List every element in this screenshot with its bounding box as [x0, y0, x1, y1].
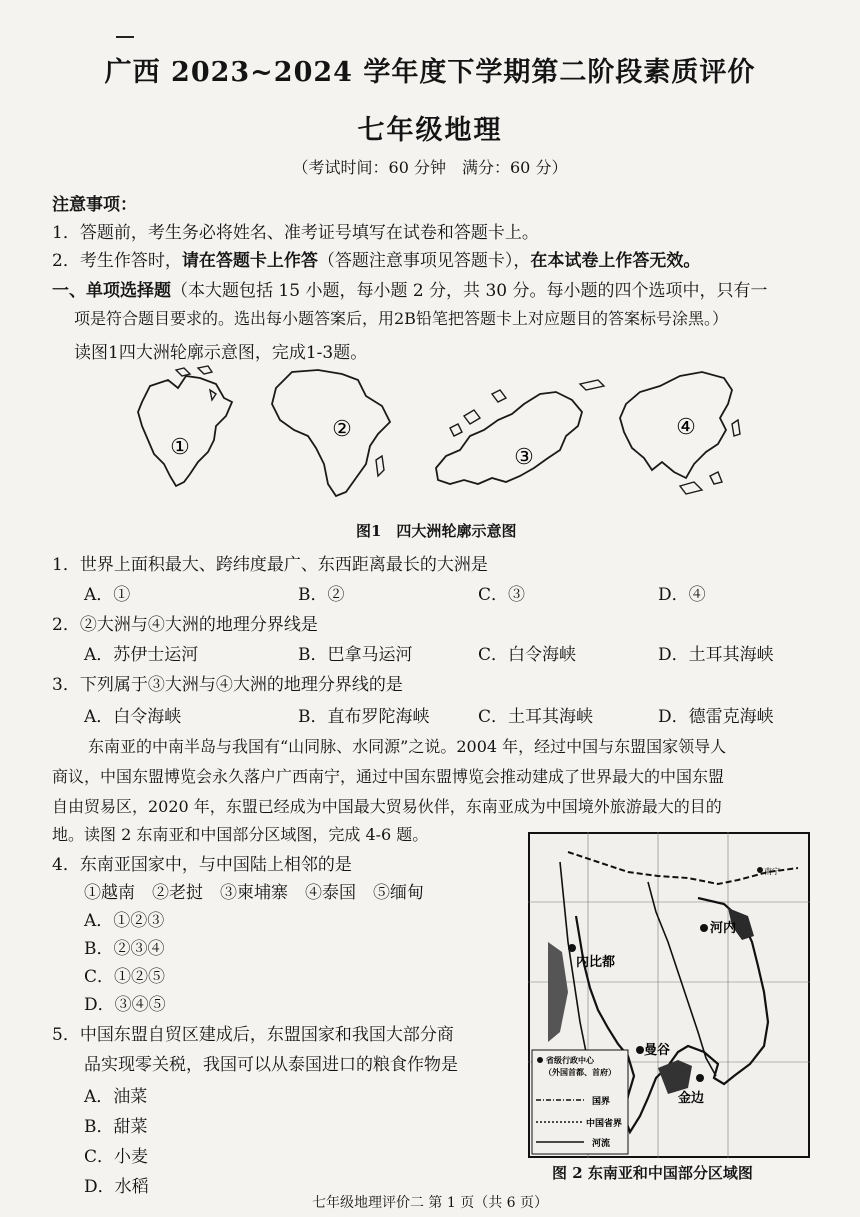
hanoi-label: 河内 — [710, 921, 737, 936]
figure1-caption: 图1 四大洲轮廓示意图 — [356, 522, 517, 540]
bangkok-dot — [636, 1046, 644, 1054]
section1-intro: 读图1四大洲轮廓示意图，完成1-3题。 — [74, 343, 368, 363]
notice-item-2 — [52, 246, 700, 271]
scan-mark — [116, 36, 134, 38]
passage-line-4: 地。读图 2 东南亚和中国部分区域图，完成 4-6 题。 — [52, 825, 429, 844]
nanning-label: 南宁 — [764, 867, 780, 876]
figure2-southeast-asia-map — [528, 832, 810, 1158]
section1-line1 — [52, 276, 768, 301]
section1-desc-2: 项是符合题目要求的。选出每小题答案后，用2B铅笔把答题卡上对应题目的答案标号涂黑。） — [74, 309, 728, 328]
notice-item-1: 1．答题前，考生务必将姓名、准考证号填写在试卷和答题卡上。 — [52, 223, 539, 243]
nanning-dot — [757, 867, 763, 873]
section1-desc-1: （本大题包括 15 小题，每小题 2 分，共 30 分。每小题的四个选项中，只有一 — [171, 281, 768, 301]
continent-2-outline — [272, 370, 390, 496]
page-footer: 七年级地理评价二 第 1 页（共 6 页） — [311, 1195, 549, 1211]
q3-option-a: A．白令海峡 — [84, 707, 182, 727]
section1-heading: 一、单项选择题 — [52, 281, 171, 301]
notice-item-2-c: （答题注意事项见答题卡）， — [317, 251, 531, 271]
q5-option-c: C．小麦 — [84, 1147, 149, 1167]
continent-2-label: ② — [332, 417, 352, 442]
legend-boundary-label: 国界 — [592, 1097, 611, 1107]
q1-option-c: C．③ — [478, 585, 526, 605]
notice-item-2-a: 2．考生作答时， — [52, 251, 182, 271]
bangkok-label: 曼谷 — [644, 1043, 671, 1058]
q4-option-d: D．③④⑤ — [84, 995, 166, 1015]
passage-line-1: 东南亚的中南半岛与我国有“山同脉、水同源”之说。2004 年，经过中国与东盟国家领导人 — [88, 737, 727, 756]
q3-option-d: D．德雷克海峡 — [658, 707, 774, 727]
legend-title-line2: （外国首都、首府） — [544, 1067, 616, 1077]
q5-stem-2: 品实现零关税，我国可以从泰国进口的粮食作物是 — [84, 1055, 458, 1075]
q1-stem: 1．世界上面积最大、跨纬度最广、东西距离最长的大洲是 — [52, 555, 488, 575]
continent-3-outline — [436, 392, 582, 484]
notice-item-2-d: 在本试卷上作答无效。 — [530, 251, 701, 271]
legend-title-line1: 省级行政中心 — [546, 1055, 594, 1065]
q3-option-b: B．直布罗陀海峡 — [298, 707, 430, 727]
q4-choices: ①越南 ②老挝 ③柬埔寨 ④泰国 ⑤缅甸 — [84, 883, 424, 903]
notice-item-2-b: 请在答题卡上作答 — [181, 251, 318, 271]
q4-option-b: B．②③④ — [84, 939, 165, 959]
hanoi-dot — [700, 924, 708, 932]
q5-stem-1: 5．中国东盟自贸区建成后，东盟国家和我国大部分商 — [52, 1025, 454, 1045]
q5-option-a: A．油菜 — [84, 1087, 148, 1107]
q4-option-a: A．①②③ — [84, 911, 165, 931]
figure1-continents-map — [120, 364, 780, 514]
continent-4-label: ④ — [676, 415, 696, 440]
q2-option-b: B．巴拿马运河 — [298, 645, 413, 665]
page-title: 广西 2023~2024 学年度下学期第二阶段素质评价 — [104, 57, 756, 88]
page-subtitle: 七年级地理 — [357, 115, 503, 146]
q2-option-a: A．苏伊士运河 — [84, 645, 199, 665]
q1-option-a: A．① — [84, 585, 131, 605]
continent-3-islands — [450, 380, 604, 436]
q1-option-d: D．④ — [658, 585, 706, 605]
continent-3-label: ③ — [514, 445, 534, 470]
continent-1-label: ① — [170, 435, 190, 460]
q1-option-b: B．② — [298, 585, 345, 605]
q2-option-d: D．土耳其海峡 — [658, 645, 774, 665]
q4-option-c: C．①②⑤ — [84, 967, 166, 987]
naypyidaw-label: 内比都 — [576, 955, 616, 970]
madagascar-outline — [376, 456, 384, 476]
notice-heading: 注意事项： — [52, 195, 137, 215]
continent-1-outline — [138, 376, 232, 486]
exam-info: （考试时间：60 分钟 满分：60 分） — [292, 158, 568, 177]
q2-option-c: C．白令海峡 — [478, 645, 577, 665]
q5-option-b: B．甜菜 — [84, 1117, 148, 1137]
naypyidaw-dot — [568, 944, 576, 952]
legend-river-label: 河流 — [592, 1139, 611, 1149]
q3-stem: 3．下列属于③大洲与④大洲的地理分界线的是 — [52, 675, 403, 695]
q4-stem: 4．东南亚国家中，与中国陆上相邻的是 — [52, 855, 352, 875]
q5-option-d: D．水稻 — [84, 1177, 149, 1197]
phnom-penh-dot — [696, 1074, 704, 1082]
map-legend — [532, 1050, 628, 1154]
legend-china-border-label: 中国省界 — [586, 1119, 623, 1129]
passage-line-2: 商议，中国东盟博览会永久落户广西南宁，通过中国东盟博览会推动建成了世界最大的中国东盟 — [52, 767, 725, 786]
q2-stem: 2．②大洲与④大洲的地理分界线是 — [52, 615, 318, 635]
phnom-penh-label: 金边 — [678, 1091, 705, 1106]
legend-capital-dot — [537, 1057, 543, 1063]
passage-line-3: 自由贸易区，2020 年，东盟已经成为中国最大贸易伙伴，东南亚成为中国境外旅游最大的目的 — [52, 797, 722, 816]
q3-option-c: C．土耳其海峡 — [478, 707, 594, 727]
figure2-caption: 图 2 东南亚和中国部分区域图 — [552, 1164, 753, 1182]
